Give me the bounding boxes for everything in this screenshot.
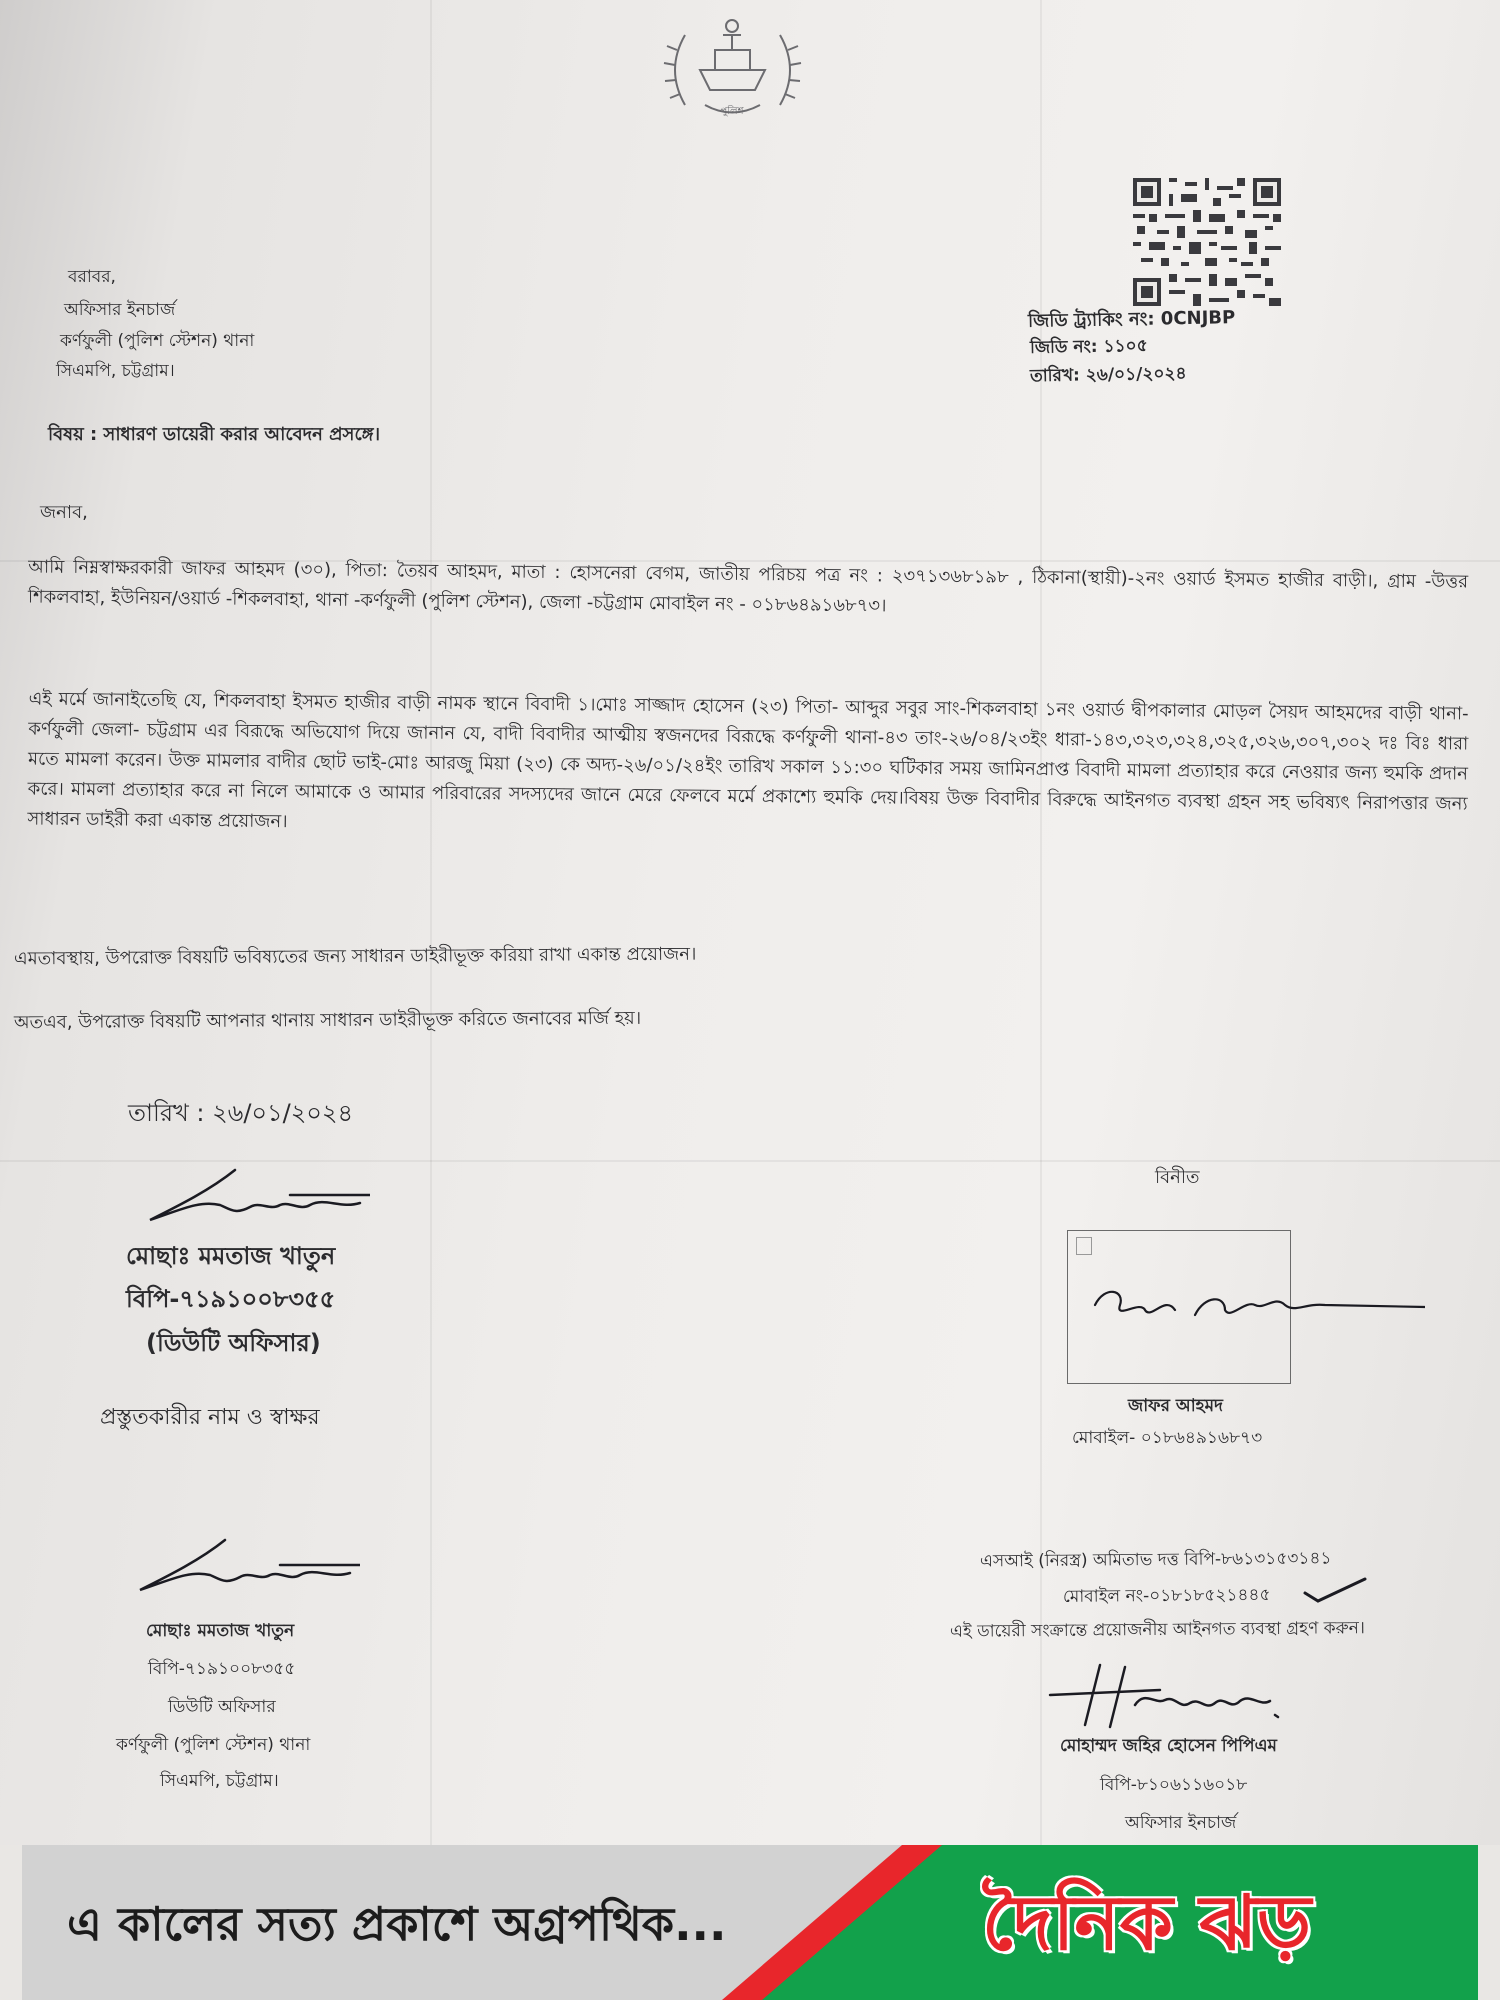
duty-officer-role: (ডিউটি অফিসার): [146, 1329, 321, 1357]
checkmark-icon: [1300, 1575, 1370, 1605]
assigned-officer: এসআই (নিরস্ত্র) অমিতাভ দত্ত বিপি-৮৬১৩১৫৩১৪১: [979, 1548, 1332, 1572]
assigned-officer-mobile: মোবাইল নং-০১৮১৮৫২১৪৪৫: [1062, 1585, 1271, 1607]
endorsement-role: ডিউটি অফিসার: [168, 1697, 276, 1717]
applicant-label: বিনীত: [1155, 1167, 1200, 1188]
newspaper-logo: দৈনিক ঝড়: [982, 1878, 1312, 1967]
gd-tracking-number: জিডি ট্র্যাকিং নং: 0CNJBP: [1027, 307, 1236, 332]
recipient-line-4: সিএমপি, চট্টগ্রাম।: [56, 361, 175, 381]
applicant-name: জাফর আহমদ: [1128, 1396, 1223, 1416]
prepared-by-caption: প্রস্তুতকারীর নাম ও স্বাক্ষর: [100, 1405, 320, 1430]
gd-number: জিডি নং: ১১০৫: [1029, 335, 1148, 359]
officer-in-charge-name: মোহাম্মদ জহির হোসেন পিপিএম: [1060, 1736, 1277, 1756]
endorsement-city: সিএমপি, চট্টগ্রাম।: [160, 1771, 279, 1791]
recipient-line-2: অফিসার ইনচার্জ: [64, 300, 176, 320]
newspaper-banner: [22, 1845, 1478, 2000]
subject: বিষয় : সাধারণ ডায়েরী করার আবেদন প্রসঙ্গে।: [48, 424, 381, 445]
duty-officer-name: মোছাঃ মমতাজ খাতুন: [126, 1242, 336, 1270]
closing-line-2: অতএব, উপরোক্ত বিষয়টি আপনার থানায় সাধারন ডাইরীভূক্ত করিতে জনাবের মর্জি হয়।: [13, 1007, 642, 1034]
duty-officer-bp: বিপি-৭১৯১০০৮৩৫৫: [126, 1285, 336, 1313]
endorsement-bp: বিপি-৭১৯১০০৮৩৫৫: [148, 1659, 296, 1679]
endorsement-station: কর্ণফুলী (পুলিশ স্টেশন) থানা: [116, 1735, 311, 1755]
officer-in-charge-role: অফিসার ইনচার্জ: [1125, 1813, 1237, 1833]
salutation: জনাব,: [40, 502, 88, 523]
body-paragraph: এই মর্মে জানাইতেছি যে, শিকলবাহা ইসমত হাজীর বাড়ী নামক স্থানে বিবাদী ১।মোঃ সাজ্জাদ হোসেন (২৩) পিতা- আব্দুর সবুর সাং-শিকলবাহা ১নং ওয়ার্ড দ্বীপকালার মোড়ল সৈয়দ আহমদের বাড়ী থানা-কর্ণফুলী জেলা- চট্টগ্রাম এর বিরূদ্ধে অভিযোগ দিয়ে জানান যে, বাদী বিবাদীর আত্মীয় স্বজনদের বিরূদ্ধে কর্ণফুলী থানা-৪৩ তাং-২৬/০৪/২৩ইং ধারা-১৪৩,৩২৩,৩২৪,৩২৫,৩২৬,৩০৭,৩০২ দঃ বিঃ ধারা মতে মামলা করেন। উক্ত মামলার বাদীর ছোট ভাই-মোঃ আরজু মিয়া (২৩) কে অদ্য-২৬/০১/২৪ইং তারিখ সকাল ১১:৩০ ঘটিকার সময় জামিনপ্রাপ্ত বিবাদী মামলা প্রত্যাহার করে নেওয়ার জন্য হুমকি প্রদান করে। মামলা প্রত্যাহার করে না নিলে আমাকে ও আমার পরিবারের সদস্যদের জানে মেরে ফেলবে মর্মে প্রকাশ্যে হুমকি দেয়।বিষয় উক্ত বিবাদীর বিরুদ্ধে আইনগত ব্যবস্থা গ্রহন সহ ভবিষ্যৎ নিরাপত্তার জন্য সাধারন ডাইরী করা একান্ত প্রয়োজন।: [27, 688, 1469, 833]
duty-officer-signature: [140, 1165, 370, 1235]
action-instruction: এই ডায়েরী সংক্রান্তে প্রয়োজনীয় আইনগত ব্যবস্থা গ্রহণ করুন।: [949, 1618, 1365, 1642]
applicant-mobile: মোবাইল- ০১৮৬৪৯১৬৮৭৩: [1072, 1428, 1263, 1448]
recipient-line-1: বরাবর,: [68, 267, 116, 287]
svg-text:পুলিশ: পুলিশ: [720, 106, 744, 117]
gd-date: তারিখ: ২৬/০১/২০২৪: [1029, 363, 1187, 387]
officer-in-charge-signature: [1040, 1655, 1310, 1735]
intro-paragraph: আমি নিম্নস্বাক্ষরকারী জাফর আহমদ (৩০), পিতা: তৈয়ব আহমদ, মাতা : হোসনেরা বেগম, জাতীয় পরিচয় পত্র নং : ২৩৭১৩৬৮১৯৮ , ঠিকানা(স্থায়ী)-২নং ওয়ার্ড ইসমত হাজীর বাড়ী।, গ্রাম -উত্তর শিকলবাহা, ইউনিয়ন/ওয়ার্ড -শিকলবাহা, থানা -কর্ণফুলী (পুলিশ স্টেশন), জেলা -চট্টগ্রাম মোবাইল নং - ০১৮৬৪৯১৬৮৭৩।: [27, 556, 1469, 617]
qr-code-icon: [1133, 178, 1281, 306]
banner-tagline: এ কালের সত্য প্রকাশে অগ্রপথিক...: [67, 1897, 727, 1951]
endorsement-signature: [130, 1535, 360, 1605]
image-placeholder-icon: [1076, 1237, 1092, 1255]
endorsement-name: মোছাঃ মমতাজ খাতুন: [146, 1621, 295, 1641]
applicant-signature: [1085, 1275, 1425, 1335]
letter-date: তারিখ : ২৬/০১/২০২৪: [128, 1099, 354, 1127]
recipient-line-3: কর্ণফুলী (পুলিশ স্টেশন) থানা: [60, 331, 255, 351]
officer-in-charge-bp: বিপি-৮১০৬১১৬০১৮: [1100, 1775, 1248, 1795]
police-emblem-icon: [655, 10, 810, 130]
closing-line-1: এমতাবস্থায়, উপরোক্ত বিষয়টি ভবিষ্যতের জন্য সাধারন ডাইরীভূক্ত করিয়া রাখা একান্ত প্রয়োজন।: [13, 943, 697, 970]
